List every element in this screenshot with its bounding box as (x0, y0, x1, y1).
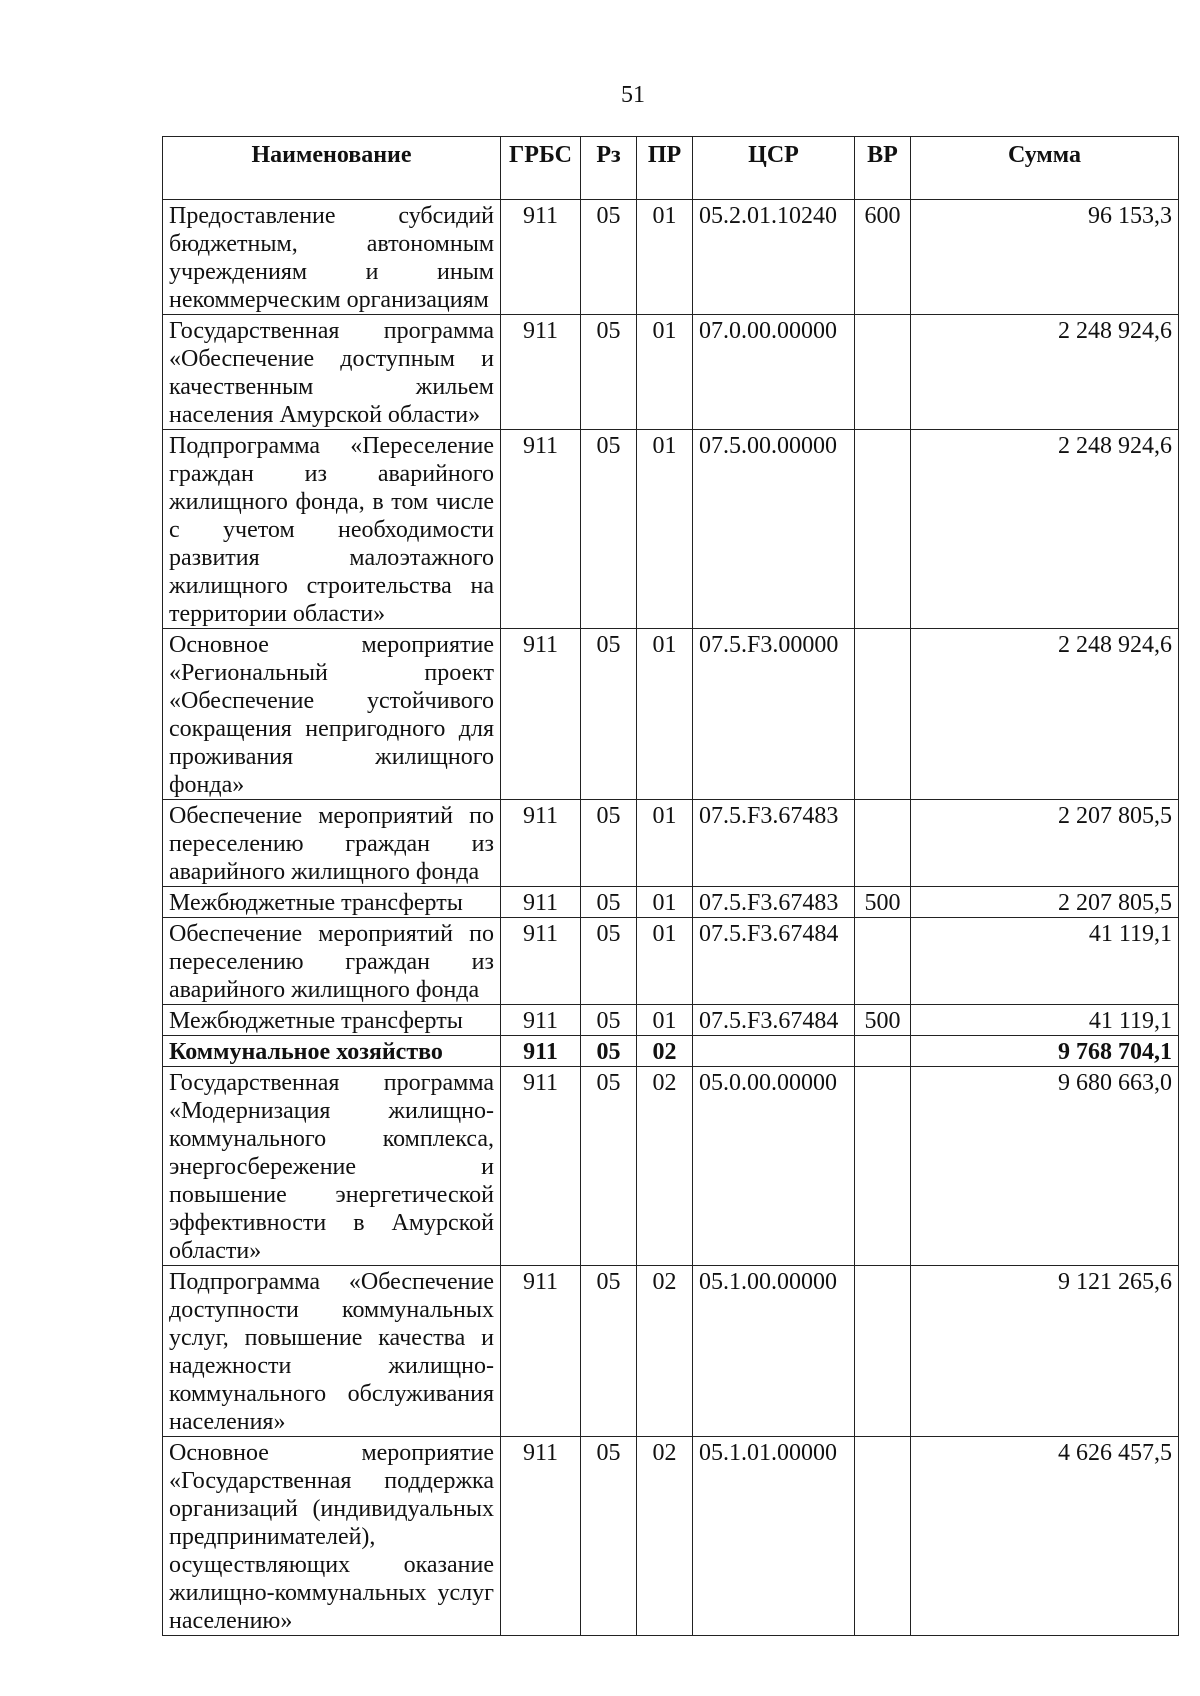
cell-grbs: 911 (501, 1036, 581, 1067)
cell-name: Межбюджетные трансферты (163, 1005, 501, 1036)
cell-sum: 2 248 924,6 (911, 430, 1179, 629)
header-sum: Сумма (911, 137, 1179, 200)
cell-csr: 05.0.00.00000 (693, 1067, 855, 1266)
cell-vr (855, 1437, 911, 1636)
cell-sum: 96 153,3 (911, 200, 1179, 315)
cell-csr: 07.0.00.00000 (693, 315, 855, 430)
table-row (163, 800, 1179, 887)
table-row (163, 629, 1179, 800)
cell-sum: 9 768 704,1 (911, 1036, 1179, 1067)
cell-pr: 01 (637, 200, 693, 315)
cell-grbs: 911 (501, 1067, 581, 1266)
budget-table (162, 136, 1179, 1636)
cell-name: Подпрограмма «Переселение граждан из аварийного жилищного фонда, в том числе с учетом необходимости развития малоэтажного жилищного строительства на территории области» (163, 430, 501, 629)
table-row (163, 1266, 1179, 1437)
header-rz: Рз (581, 137, 637, 200)
cell-name: Коммунальное хозяйство (163, 1036, 501, 1067)
cell-vr (855, 918, 911, 1005)
cell-name: Обеспечение мероприятий по переселению граждан из аварийного жилищного фонда (163, 918, 501, 1005)
cell-csr (693, 1036, 855, 1067)
cell-grbs: 911 (501, 887, 581, 918)
cell-rz: 05 (581, 918, 637, 1005)
cell-name: Подпрограмма «Обеспечение доступности коммунальных услуг, повышение качества и надежности жилищно-коммунального обслуживания населения» (163, 1266, 501, 1437)
cell-grbs: 911 (501, 800, 581, 887)
cell-vr: 500 (855, 1005, 911, 1036)
cell-pr: 02 (637, 1266, 693, 1437)
table-row (163, 200, 1179, 315)
cell-sum: 9 121 265,6 (911, 1266, 1179, 1437)
cell-name: Государственная программа «Модернизация жилищно-коммунального комплекса, энергосбережение и повышение энергетической эффективности в Амурской области» (163, 1067, 501, 1266)
cell-rz: 05 (581, 1005, 637, 1036)
cell-vr: 500 (855, 887, 911, 918)
cell-csr: 05.1.01.00000 (693, 1437, 855, 1636)
header-row (163, 137, 1179, 200)
header-vr: ВР (855, 137, 911, 200)
cell-pr: 02 (637, 1067, 693, 1266)
cell-grbs: 911 (501, 1005, 581, 1036)
cell-csr: 05.2.01.10240 (693, 200, 855, 315)
cell-csr: 07.5.F3.67484 (693, 1005, 855, 1036)
cell-rz: 05 (581, 1067, 637, 1266)
cell-grbs: 911 (501, 1266, 581, 1437)
cell-rz: 05 (581, 800, 637, 887)
cell-vr (855, 800, 911, 887)
table-row (163, 918, 1179, 1005)
cell-rz: 05 (581, 430, 637, 629)
cell-sum: 9 680 663,0 (911, 1067, 1179, 1266)
cell-pr: 01 (637, 1005, 693, 1036)
cell-vr (855, 430, 911, 629)
cell-rz: 05 (581, 629, 637, 800)
cell-vr (855, 1266, 911, 1437)
table-body (163, 200, 1179, 1636)
cell-pr: 02 (637, 1036, 693, 1067)
header-grbs: ГРБС (501, 137, 581, 200)
cell-rz: 05 (581, 200, 637, 315)
cell-grbs: 911 (501, 430, 581, 629)
cell-rz: 05 (581, 1266, 637, 1437)
cell-csr: 07.5.F3.67483 (693, 887, 855, 918)
cell-name: Основное мероприятие «Государственная поддержка организаций (индивидуальных предпринимателей), осуществляющих оказание жилищно-коммунальных услуг населению» (163, 1437, 501, 1636)
table-row (163, 887, 1179, 918)
header-csr: ЦСР (693, 137, 855, 200)
table-row (163, 1005, 1179, 1036)
cell-csr: 05.1.00.00000 (693, 1266, 855, 1437)
cell-csr: 07.5.F3.67484 (693, 918, 855, 1005)
cell-pr: 01 (637, 800, 693, 887)
cell-sum: 2 207 805,5 (911, 887, 1179, 918)
table-row (163, 430, 1179, 629)
cell-vr (855, 315, 911, 430)
cell-grbs: 911 (501, 629, 581, 800)
cell-name: Государственная программа «Обеспечение доступным и качественным жильем населения Амурской области» (163, 315, 501, 430)
table-row (163, 1437, 1179, 1636)
cell-pr: 02 (637, 1437, 693, 1636)
cell-csr: 07.5.F3.67483 (693, 800, 855, 887)
cell-rz: 05 (581, 1437, 637, 1636)
cell-vr (855, 1067, 911, 1266)
cell-sum: 41 119,1 (911, 918, 1179, 1005)
header-name: Наименование (163, 137, 501, 200)
header-pr: ПР (637, 137, 693, 200)
cell-grbs: 911 (501, 918, 581, 1005)
table-row (163, 1036, 1179, 1067)
cell-csr: 07.5.00.00000 (693, 430, 855, 629)
cell-sum: 41 119,1 (911, 1005, 1179, 1036)
page-number: 51 (621, 82, 645, 108)
cell-name: Предоставление субсидий бюджетным, автономным учреждениям и иным некоммерческим организациям (163, 200, 501, 315)
cell-sum: 2 248 924,6 (911, 629, 1179, 800)
cell-pr: 01 (637, 430, 693, 629)
cell-sum: 2 248 924,6 (911, 315, 1179, 430)
cell-pr: 01 (637, 629, 693, 800)
cell-pr: 01 (637, 918, 693, 1005)
cell-pr: 01 (637, 315, 693, 430)
cell-rz: 05 (581, 1036, 637, 1067)
cell-sum: 2 207 805,5 (911, 800, 1179, 887)
cell-csr: 07.5.F3.00000 (693, 629, 855, 800)
cell-vr: 600 (855, 200, 911, 315)
cell-grbs: 911 (501, 315, 581, 430)
cell-name: Основное мероприятие «Региональный проект «Обеспечение устойчивого сокращения непригодного для проживания жилищного фонда» (163, 629, 501, 800)
cell-name: Межбюджетные трансферты (163, 887, 501, 918)
table-row (163, 315, 1179, 430)
cell-grbs: 911 (501, 200, 581, 315)
cell-rz: 05 (581, 315, 637, 430)
cell-vr (855, 629, 911, 800)
cell-vr (855, 1036, 911, 1067)
cell-name: Обеспечение мероприятий по переселению граждан из аварийного жилищного фонда (163, 800, 501, 887)
cell-pr: 01 (637, 887, 693, 918)
table-row (163, 1067, 1179, 1266)
cell-grbs: 911 (501, 1437, 581, 1636)
cell-sum: 4 626 457,5 (911, 1437, 1179, 1636)
cell-rz: 05 (581, 887, 637, 918)
